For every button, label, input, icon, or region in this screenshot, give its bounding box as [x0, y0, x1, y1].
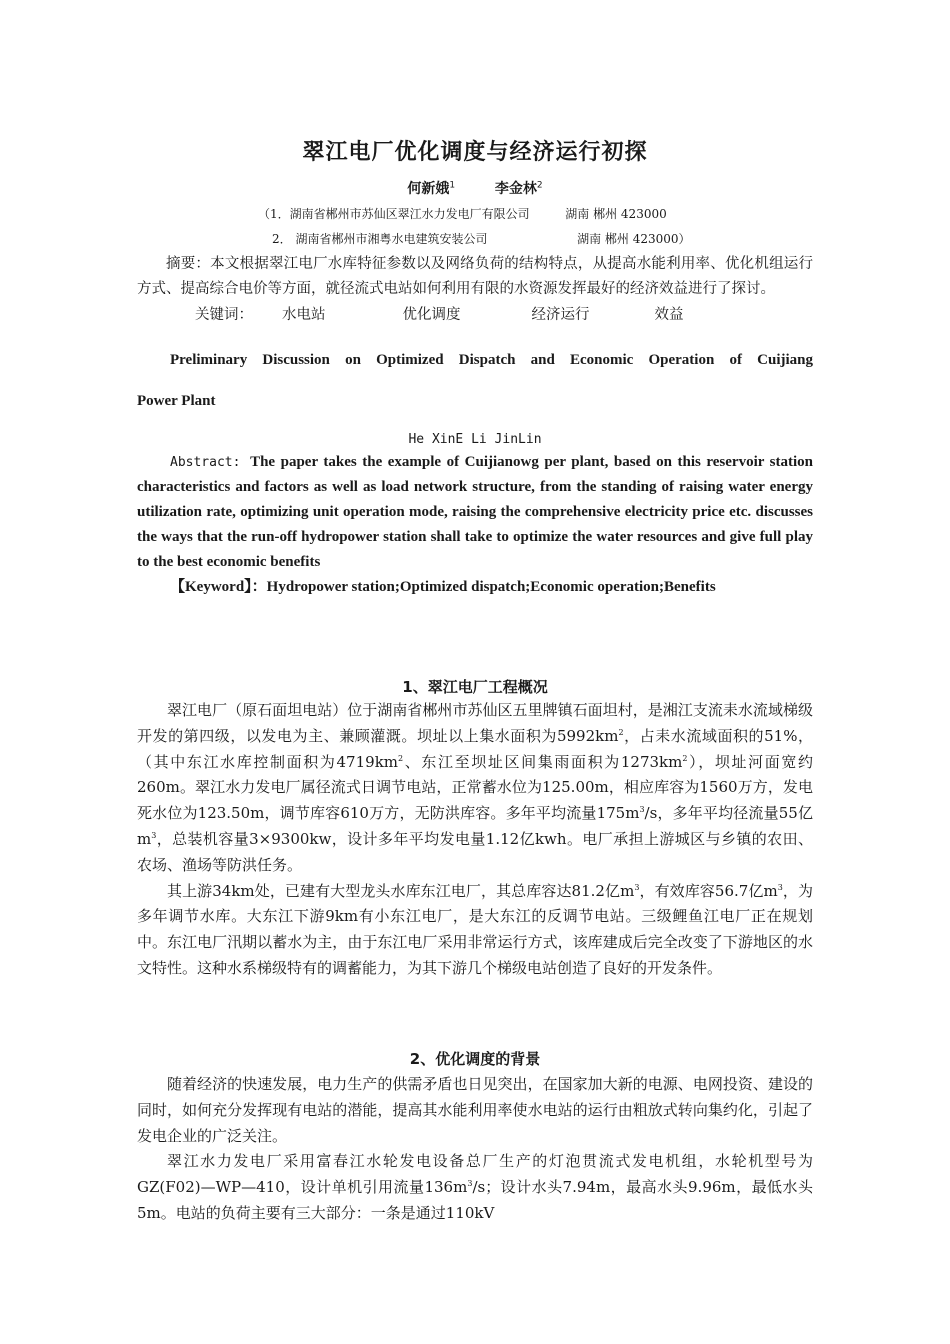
english-authors: He XinE Li JinLin: [408, 432, 542, 447]
affiliation-text: （1．湖南省郴州市苏仙区翠江水力发电厂有限公司: [258, 207, 530, 221]
section-1-paragraph: 其上游34km处，已建有大型龙头水库东江电厂，其总库容达81.2亿$m^3$，有效库容56.7亿$m^3$，为多年调节水库。大东江下游9km有小东江电厂，是大东江的反调节电站。三级鲤鱼江电厂正在规划中。东江电厂汛期以蓄水为主，由于东江电厂采用非常运行方式，该库建成后完全改变了下游地区的水文特性。这种水系梯级特有的调蓄能力，为其下游几个梯级电站创造了良好的开发条件。: [137, 881, 813, 977]
affiliation-text: 2． 湖南省郴州市湘粤水电建筑安装公司: [272, 232, 488, 246]
section-2-paragraph: 翠江水力发电厂采用富春江水轮发电设备总厂生产的灯泡贯流式发电机组，水轮机型号为GZ(F02)—WP—410，设计单机引用流量$136m^3/s$；设计水头7.94m，最高水头9.96m，最低水头5m。电站的负荷主要有三大部分：一条是通过110kV: [137, 1152, 814, 1222]
affiliation-line: [258, 205, 667, 222]
section-heading: 1、翠江电厂工程概况: [402, 678, 548, 696]
keywords-chinese: [137, 303, 813, 328]
section-1-paragraph: 翠江电厂（原石面坦电站）位于湖南省郴州市苏仙区五里牌镇石面坦村，是湘江支流耒水流域梯级开发的第四级，以发电为主、兼顾灌溉。坝址以上集水面积为$5992km^2$，占耒水流域面积的51%，（其中东江水库控制面积为$4719km^2$、东江至坝址区间集雨面积为$1273km^2$），坝址河面宽约260m。翠江水力发电厂属径流式日调节电站，正常蓄水位为125.00m，相应库容为1560万方，发电死水位为123.50m，调节库容610万方，无防洪库容。多年平均流量$175m^3/s$，多年平均径流量55亿$m^3$，总装机容量3×9300kw，设计多年平均发电量1.12亿kwh。电厂承担上游城区与乡镇的农田、农场、渔场等防洪任务。: [137, 701, 814, 874]
section-2-paragraph: 随着经济的快速发展，电力生产的供需矛盾也日见突出，在国家加大新的电源、电网投资、建设的同时，如何充分发挥现有电站的潜能，提高其水能利用率使水电站的运行由粗放式转向集约化，引起了发电企业的广泛关注。: [137, 1075, 813, 1145]
keyword: 优化调度: [402, 307, 461, 323]
english-title: Preliminary Discussion on Optimized Dispatch and Economic Operation of Cuijiang: [170, 352, 813, 368]
author-name: 李金林: [494, 181, 537, 197]
abstract-english: [137, 450, 813, 575]
keywords-english: 【Keyword】：Hydropower station;Optimized dispatch;Economic operation;Benefits: [170, 579, 716, 595]
author-affiliation-mark: 2: [536, 180, 543, 191]
author-affiliation-mark: 1: [449, 180, 456, 191]
affiliation-address: 湖南 郴州 423000）: [577, 232, 691, 246]
affiliation-address: 湖南 郴州 423000: [565, 207, 667, 221]
section-heading: 2、优化调度的背景: [409, 1050, 541, 1068]
keyword: 经济运行: [531, 307, 590, 323]
abstract-label: Abstract:: [170, 455, 251, 470]
keyword: 效益: [654, 307, 684, 323]
author-line: [137, 178, 813, 198]
affiliation-line: [272, 230, 691, 247]
abstract-english-text: The paper takes the example of Cuijianowg per plant, based on this reservoir station characteristics and factors as well as load network structure, from the standing of raising water energy utilization rate, optimizing unit operation mode, raising the comprehensive electricity price etc. discusses the ways that the run-off hydropower station shall take to optimize the water resources and give full play to the best economic benefits: [137, 454, 813, 570]
abstract-chinese: 摘要：本文根据翠江电厂水库特征参数以及网络负荷的结构特点，从提高水能利用率、优化机组运行方式、提高综合电价等方面，就径流式电站如何利用有限的水资源发挥最好的经济效益进行了探讨。: [137, 256, 813, 297]
author-name: 何新娥: [407, 181, 450, 197]
paper-title: 翠江电厂优化调度与经济运行初探: [302, 140, 648, 165]
english-title-continued: Power Plant: [137, 393, 216, 409]
keyword: 水电站: [282, 307, 326, 323]
keywords-label: 关键词：: [195, 307, 253, 323]
